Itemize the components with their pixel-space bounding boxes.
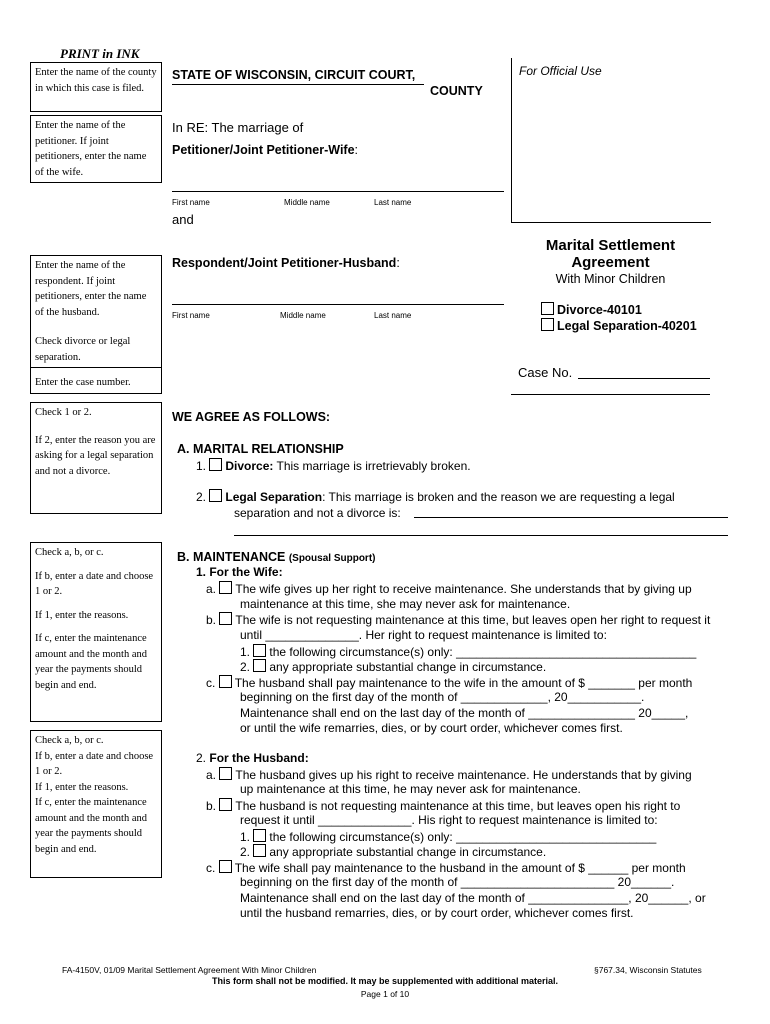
instruction-marital: [30, 402, 162, 514]
agree-heading: WE AGREE AS FOLLOWS:: [172, 410, 331, 424]
form-title-line1: Marital Settlement: [545, 237, 676, 254]
a1-label: Divorce:: [225, 459, 274, 473]
respondent-label-text: Respondent/Joint Petitioner-Husband: [172, 256, 397, 270]
divider: [511, 394, 710, 395]
hb1-text: the following circumstance(s) only: ______________________________: [269, 830, 657, 844]
item-letter: a.: [206, 768, 217, 782]
wc-checkbox[interactable]: [219, 675, 232, 688]
instruction-text: If 1, enter the reasons.: [35, 609, 129, 621]
a2-label: Legal Separation: [225, 490, 323, 504]
item-letter: c.: [206, 676, 216, 690]
respondent-name-field[interactable]: [172, 304, 504, 305]
instruction-petitioner: [30, 115, 162, 183]
wb1-text: the following circumstance(s) only: ____________________________________: [269, 645, 697, 659]
middle-name-label: Middle name: [280, 311, 326, 320]
wb-checkbox[interactable]: [219, 612, 232, 625]
a2-checkbox[interactable]: [209, 489, 222, 502]
hb2-checkbox[interactable]: [253, 844, 266, 857]
ha-checkbox[interactable]: [219, 767, 232, 780]
and-label: and: [172, 212, 194, 227]
hc-item: [206, 860, 686, 876]
hb-item: [206, 798, 680, 814]
wa-item: [206, 581, 692, 597]
petitioner-name-field[interactable]: [172, 191, 504, 192]
instruction-text: If b, enter a date and choose 1 or 2.: [35, 570, 154, 597]
hb2-text: any appropriate substantial change in circumstance.: [269, 845, 547, 859]
county-label: COUNTY: [430, 84, 483, 98]
instruction-text: Enter the name of the respondent. If joint petitioners, enter the name of the husband.: [35, 260, 147, 318]
wc-text-4: or until the wife remarries, dies, or by court order, whichever comes first.: [240, 721, 623, 735]
hb-checkbox[interactable]: [219, 798, 232, 811]
a1-text: This marriage is irretrievably broken.: [273, 459, 471, 473]
husband-heading: [196, 751, 309, 766]
wa-text: The wife gives up her right to receive maintenance. She understands that by giving up: [235, 582, 692, 596]
instruction-county: [30, 62, 162, 112]
wb2-text: any appropriate substantial change in circumstance.: [269, 660, 547, 674]
hb-text-2: request it until ______________. His right to request maintenance is limited to:: [240, 813, 658, 827]
instruction-text: Check 1 or 2.: [35, 407, 92, 418]
item-letter: a.: [206, 582, 217, 596]
divorce-option: [541, 302, 642, 318]
hc-text-4: until the husband remarries, dies, or by court order, whichever comes first.: [240, 906, 634, 920]
colon: :: [354, 143, 359, 157]
hc-text: The wife shall pay maintenance to the husband in the amount of $ ______ per month: [234, 861, 686, 875]
separation-option: [541, 318, 697, 334]
official-use-box: [511, 58, 711, 223]
wb-text: The wife is not requesting maintenance at this time, but leaves open her right to request it: [235, 613, 711, 627]
ha-text-2: up maintenance at this time, he may never ask for maintenance.: [240, 782, 581, 796]
instruction-text: Check a, b, or c.: [35, 547, 104, 558]
instruction-text: If 1, enter the reasons.: [35, 781, 129, 793]
wb2-item: [240, 659, 546, 675]
item-number: 2.: [196, 751, 207, 765]
item-number: 1.: [240, 645, 251, 659]
a1-checkbox[interactable]: [209, 458, 222, 471]
section-b-subtitle: (Spousal Support): [288, 553, 376, 564]
wc-text-3: Maintenance shall end on the last day of the month of ________________ 20_____,: [240, 706, 689, 720]
wc-item: [206, 675, 692, 691]
first-name-label: First name: [172, 311, 210, 320]
case-no-label: Case No.: [518, 365, 573, 380]
separation-option-label: Legal Separation-40201: [557, 319, 697, 333]
item-number: 1.: [240, 830, 251, 844]
divider: [30, 367, 162, 368]
instruction-text: Enter the name of the petitioner. If joint petitioners, enter the name of the wife.: [35, 120, 147, 178]
petitioner-label-text: Petitioner/Joint Petitioner-Wife: [172, 143, 355, 157]
middle-name-label: Middle name: [284, 198, 330, 207]
hb2-item: [240, 844, 546, 860]
ha-item: [206, 767, 692, 783]
page-number: Page 1 of 10: [360, 989, 410, 999]
wb2-checkbox[interactable]: [253, 659, 266, 672]
instruction-text: Check a, b, or c.: [35, 735, 104, 746]
statute-ref: §767.34, Wisconsin Statutes: [594, 965, 702, 975]
section-b-heading: [177, 550, 376, 566]
item-letter: b.: [206, 799, 217, 813]
a1-item: [196, 458, 471, 474]
item-number: 2.: [240, 845, 251, 859]
wb-item: [206, 612, 710, 628]
wife-heading: 1. For the Wife:: [196, 565, 283, 579]
divorce-checkbox[interactable]: [541, 302, 554, 315]
section-a-heading: A. MARITAL RELATIONSHIP: [177, 442, 344, 456]
print-in-ink: PRINT in INK: [60, 46, 140, 61]
form-id: FA-4150V, 01/09 Marital Settlement Agreement With Minor Children: [62, 965, 317, 975]
last-name-label: Last name: [374, 311, 412, 320]
instruction-wife: [30, 542, 162, 722]
item-letter: c.: [206, 861, 216, 875]
case-no-field[interactable]: [578, 378, 710, 379]
ha-text: The husband gives up his right to receive maintenance. He understands that by giving: [235, 768, 692, 782]
in-re-label: In RE: The marriage of: [172, 120, 304, 135]
item-number: 2.: [196, 490, 207, 504]
official-use-label: For Official Use: [519, 64, 602, 78]
separation-reason-field-2[interactable]: [234, 535, 728, 536]
hb1-checkbox[interactable]: [253, 829, 266, 842]
instruction-husband: [30, 730, 162, 878]
hb-text: The husband is not requesting maintenance at this time, but leaves open his right to: [235, 799, 681, 813]
form-title-line2: Agreement: [571, 254, 650, 271]
last-name-label: Last name: [374, 198, 412, 207]
section-b-title: B. MAINTENANCE: [177, 550, 286, 564]
wb1-checkbox[interactable]: [253, 644, 266, 657]
instruction-text: Enter the case number.: [35, 377, 131, 388]
colon: :: [396, 256, 400, 270]
wa-checkbox[interactable]: [219, 581, 232, 594]
husband-heading-text: For the Husband:: [209, 751, 309, 765]
instruction-respondent: [30, 255, 162, 394]
item-number: 2.: [240, 660, 251, 674]
hc-text-2: beginning on the first day of the month of _______________________ 20______.: [240, 875, 675, 889]
county-field[interactable]: [172, 84, 424, 85]
respondent-label: [172, 256, 400, 271]
instruction-text: If 2, enter the reason you are asking for a legal separation and not a divorce.: [35, 434, 156, 477]
instruction-text: If b, enter a date and choose 1 or 2.: [35, 750, 154, 777]
hc-text-3: Maintenance shall end on the last day of the month of _______________, 20______, or: [240, 891, 706, 905]
item-letter: b.: [206, 613, 217, 627]
wb-text-2: until ______________. Her right to request maintenance is limited to:: [240, 628, 607, 642]
separation-reason-field[interactable]: [414, 517, 728, 518]
separation-checkbox[interactable]: [541, 318, 554, 331]
instruction-text: Enter the name of the county in which this case is filed.: [35, 67, 157, 94]
petitioner-label: [172, 143, 358, 158]
wc-text-2: beginning on the first day of the month of _____________, 20___________.: [240, 690, 645, 704]
wb1-item: [240, 644, 696, 660]
wa-text-2: maintenance at this time, she may never ask for maintenance.: [240, 597, 571, 611]
modification-notice: This form shall not be modified. It may be supplemented with additional material.: [211, 976, 559, 986]
instruction-text: If c, enter the maintenance amount and the month and year the payments should begin and end.: [35, 633, 147, 691]
instruction-text: Check divorce or legal separation.: [35, 336, 131, 363]
item-number: 1.: [196, 459, 207, 473]
divorce-option-label: Divorce-40101: [557, 303, 642, 317]
wc-text: The husband shall pay maintenance to the wife in the amount of $ _______ per month: [234, 676, 693, 690]
first-name-label: First name: [172, 198, 210, 207]
hb1-item: [240, 829, 656, 845]
hc-checkbox[interactable]: [219, 860, 232, 873]
court-heading: STATE OF WISCONSIN, CIRCUIT COURT,: [172, 68, 416, 82]
a2-item: [196, 489, 675, 505]
instruction-text: If c, enter the maintenance amount and the month and year the payments should begin and end.: [35, 797, 147, 855]
a2-text-2: separation and not a divorce is:: [234, 506, 401, 520]
form-subtitle: With Minor Children: [555, 272, 666, 286]
a2-text: : This marriage is broken and the reason we are requesting a legal: [322, 490, 675, 504]
